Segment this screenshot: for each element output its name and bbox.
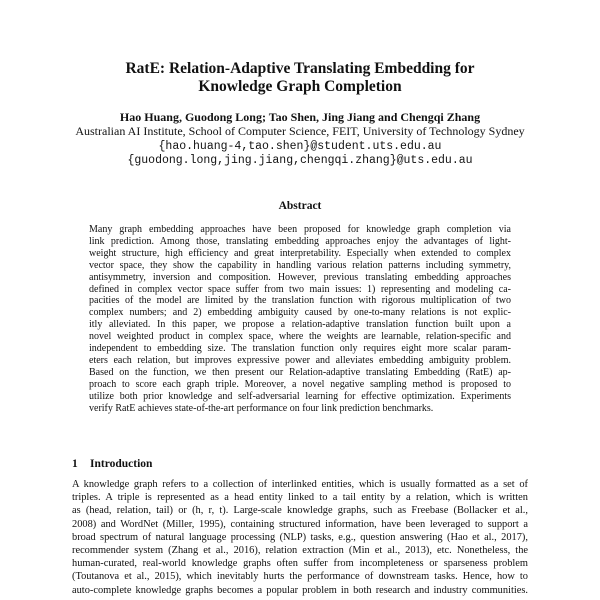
abstract-line: proach to score each graph triple. Moreover, a novel negative sampling method is proposed to (89, 378, 511, 390)
email-line-2: {guodong.long,jing.jiang,chengqi.zhang}@uts.edu.au (127, 154, 473, 167)
intro-line: A knowledge graph refers to a collection of interlinked entities, which is usually formatted as a set of (72, 479, 528, 490)
intro-line: human-curated, real-world knowledge graphs often suffer from incompleteness or sparseness problem (72, 558, 528, 570)
abstract-line: itly alleviated. In this paper, we propose a relation-adaptive translation function built upon a (89, 319, 511, 331)
abstract-line: defined in complex vector space suffer from two main issues: 1) representing and modeling ca- (89, 283, 511, 295)
abstract-line: vector space, they show the capability in handling various relation patterns including symmetry, (89, 259, 511, 271)
intro-line: recommender system (Zhang et al., 2016), relation extraction (Min et al., 2013), etc. Nonetheless, the (72, 545, 528, 557)
abstract-body (89, 224, 511, 415)
abstract-line: weight structure, high efficiency and great interpretability. Especially when extended to complex (89, 247, 511, 259)
section-title: Introduction (90, 458, 153, 470)
abstract-line: eters each relation, but improves expressive power and alleviates embedding ambiguity problem. (89, 354, 511, 366)
section-number: 1 (72, 458, 78, 470)
abstract-line: Many graph embedding approaches have been proposed for knowledge graph completion via (89, 224, 511, 235)
intro-line: as (head, relation, tail) or (h, r, t). Large-scale knowledge graphs, such as Freebase (Bollacker et al., (72, 505, 528, 517)
intro-line: 2008) and WordNet (Miller, 1995), containing structured information, have been leveraged to support a (72, 518, 528, 530)
abstract-line: utilize both prior knowledge and self-adversarial learning for effective optimization. Experiments (89, 390, 511, 402)
intro-line: (Toutanova et al., 2015), which inevitably hurts the performance of downstream tasks. Hence, how to (72, 571, 528, 583)
affiliation: Australian AI Institute, School of Computer Science, FEIT, University of Technology Sydney (75, 124, 525, 138)
abstract-line: verify RatE achieves state-of-the-art performance on four link prediction benchmarks. (89, 402, 434, 414)
abstract-line: novel weighted product in complex space, where the weights are learnable, relation-specific and (89, 331, 511, 343)
intro-line: auto-complete knowledge graphs becomes a popular problem in both research and industry communities. (72, 584, 528, 596)
author-list: Hao Huang, Guodong Long; Tao Shen, Jing Jiang and Chengqi Zhang (119, 110, 481, 124)
abstract-line: independent to embedding size. The translation function only requires eight more scalar param- (89, 343, 511, 355)
abstract-line: antisymmetry, inversion and composition. However, previous translating embedding approaches (89, 271, 511, 283)
intro-line: broad spectrum of natural language processing (NLP) tasks, e.g., question answering (Hao et al., 2017), (72, 531, 528, 543)
paper-title (0, 60, 600, 96)
title-line-2: Knowledge Graph Completion (198, 78, 402, 95)
abstract-heading: Abstract (278, 200, 322, 212)
abstract-line: Based on the function, we then present our Relation-adaptive translating Embedding (RatE) ap- (89, 366, 511, 378)
section-heading-introduction (72, 458, 152, 470)
abstract-line: complex numbers; and 2) embedding ambiguity caused by one-to-many relations is not explic- (89, 307, 511, 319)
abstract-line: pacities of the model are limited by the translation function with rigorous multiplication of two (89, 295, 511, 307)
abstract-line: link prediction. Among those, translating embedding approaches enjoy the advantages of light- (89, 235, 511, 247)
intro-line: triples. A triple is represented as a head entity linked to a tail entity by a relation, which is written (72, 492, 528, 504)
introduction-body (72, 478, 528, 597)
email-line-1: {hao.huang-4,tao.shen}@student.uts.edu.au (158, 140, 442, 153)
title-line-1: RatE: Relation-Adaptive Translating Embedding for (125, 60, 475, 77)
